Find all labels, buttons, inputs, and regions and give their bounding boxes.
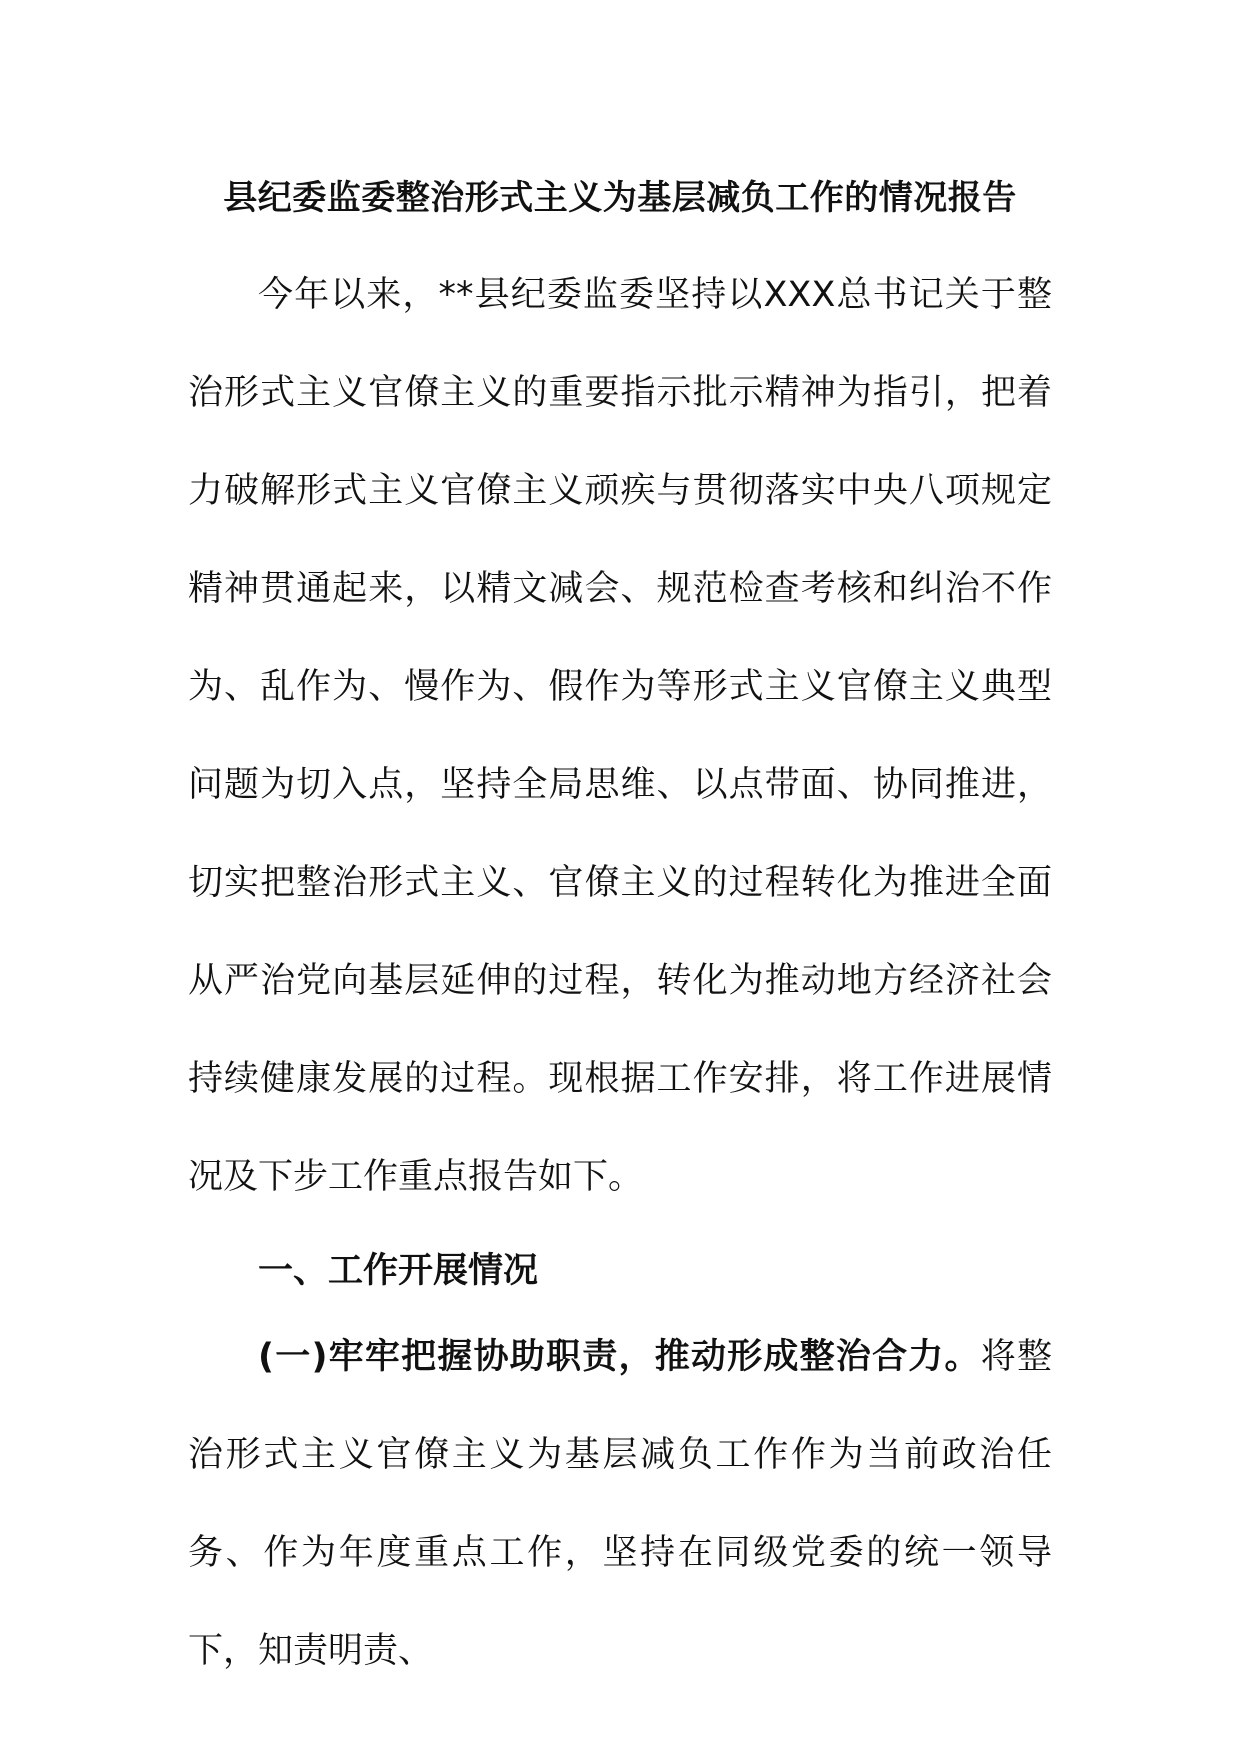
subsection-text: 将整治形式主义官僚主义为基层减负工作作为当前政治任务、作为年度重点工作，坚持在同级党委的统一领导下，知责明责、 [188, 1337, 1052, 1671]
intro-paragraph: 今年以来，**县纪委监委坚持以XXX总书记关于整治形式主义官僚主义的重要指示批示精神为指引，把着力破解形式主义官僚主义顽疾与贯彻落实中央八项规定精神贯通起来，以精文减会、规范检查考核和纠治不作为、乱作为、慢作为、假作为等形式主义官僚主义典型问题为切入点，坚持全局思维、以点带面、协同推进，切实把整治形式主义、官僚主义的过程转化为推进全面从严治党向基层延伸的过程，转化为推动地方经济社会持续健康发展的过程。现根据工作安排，将工作进展情况及下步工作重点报告如下。 [188, 275, 1052, 1197]
document-title: 县纪委监委整治形式主义为基层减负工作的情况报告 [223, 178, 1017, 218]
subsection-lead: (一)牢牢把握协助职责，推动形成整治合力。 [258, 1337, 981, 1377]
subsection-paragraph [188, 1308, 1052, 1700]
section-heading: 一、工作开展情况 [258, 1251, 539, 1291]
